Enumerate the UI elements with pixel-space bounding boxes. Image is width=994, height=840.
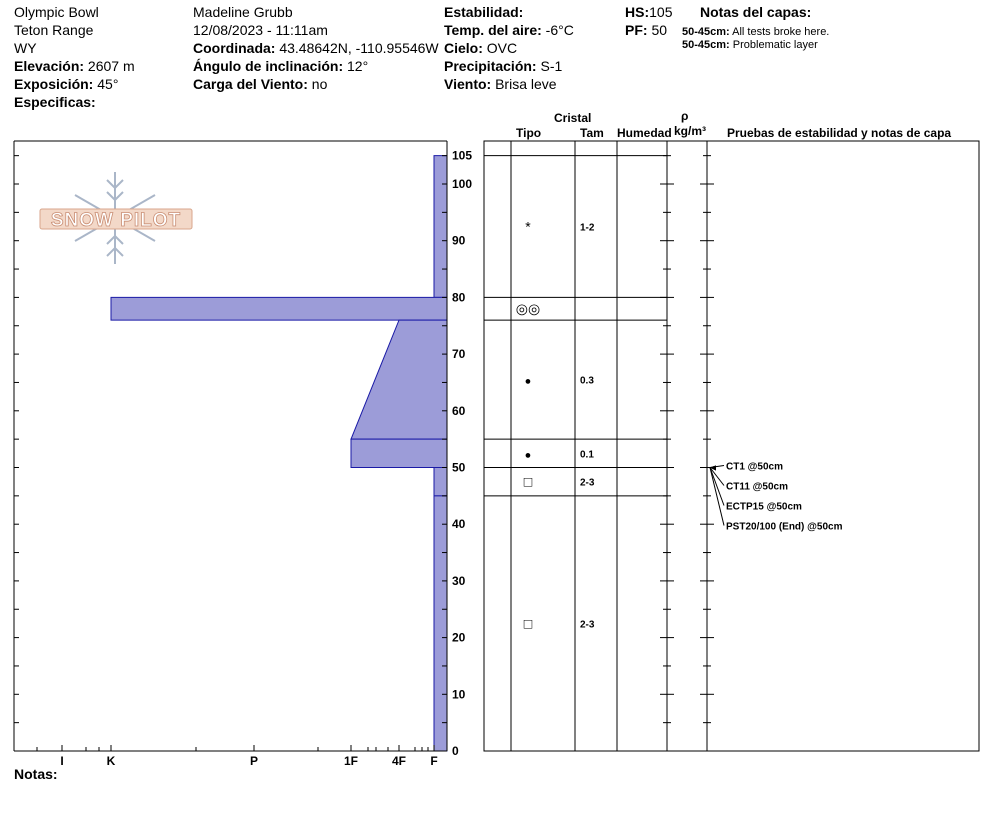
stability-test-label: ECTP15 @50cm [726,501,802,513]
layer-note-range: 50-45cm: [682,26,730,38]
wind-value: Brisa leve [495,76,557,92]
state-name: WY [14,40,37,56]
layer-note-range: 50-45cm: [682,39,730,51]
height-tick-label: 10 [452,687,466,702]
crystal-type-symbol: ● [524,375,532,388]
height-tick-label: 60 [452,403,466,418]
type-header: Tipo [516,126,542,140]
height-tick-label: 70 [452,347,466,362]
crystal-type-symbol: * [525,218,531,235]
specifics-label: Especificas: [14,94,96,110]
stability-label: Estabilidad: [444,4,524,20]
height-tick-label: 100 [452,177,473,191]
location-name: Olympic Bowl [14,4,99,20]
height-tick-label: 30 [452,573,466,588]
coordinate-value: 43.48642N, -110.95546W [279,40,439,56]
snowpilot-logo-text: SNOW PILOT [50,210,182,231]
precip-value: S-1 [540,58,563,74]
hardness-tick-label: 1F [343,754,359,768]
air-temp-value: -6°C [545,22,574,38]
notes-label: Notas: [14,766,58,782]
layer-note-text: All tests broke here. [732,26,830,38]
crystal-size-label: 0.1 [580,449,594,461]
range-name: Teton Range [14,22,94,38]
height-tick-label: 40 [452,517,466,532]
layer-table [484,141,979,751]
hs-value: 105 [649,4,673,20]
stability-test-label: PST20/100 (End) @50cm [726,521,843,533]
hardness-tick-label: F [430,754,438,768]
stability-test-label: CT11 @50cm [726,481,789,493]
layer-note-text: Problematic layer [732,39,818,51]
test-pointer-line [710,468,724,506]
snowpilot-watermark [40,172,192,264]
crystal-size-label: 0.3 [580,375,594,387]
crystal-type-symbol: □ [523,615,533,632]
observer-name: Madeline Grubb [193,4,293,20]
wind-label: Viento: [444,76,492,92]
pf-value: 50 [651,22,668,38]
layer-notes-title: Notas del capas: [700,4,812,20]
crystal-type-symbol: □ [523,473,533,490]
hardness-layer [351,439,447,467]
sky-label: Cielo: [444,40,483,56]
crystal-size-label: 2-3 [580,477,595,489]
hardness-layer [434,156,447,298]
precip-label: Precipitación: [444,58,537,74]
crystal-type-symbol: ● [524,449,532,462]
hardness-tick-label: P [249,754,259,768]
pf-label: PF: [625,22,648,38]
slope-label: Ángulo de inclinación: [193,58,344,74]
hardness-tick-label: I [60,754,64,768]
observation-datetime: 12/08/2023 - 11:11am [193,22,328,38]
crystal-header: Cristal [554,111,592,125]
wind-load-label: Carga del Viento: [193,76,308,92]
elevation-label: Elevación: [14,58,85,74]
air-temp-label: Temp. del aire: [444,22,542,38]
size-header: Tam [580,126,604,140]
hardness-layer [351,320,447,439]
height-tick-label: 105 [452,148,473,163]
density-symbol: ρ [681,109,689,123]
moisture-header: Humedad [617,126,672,140]
hardness-layer [434,496,447,751]
height-tick-label: 90 [452,233,466,248]
height-tick-label: 50 [452,460,466,475]
crystal-size-label: 1-2 [580,222,595,234]
aspect-label: Exposición: [14,76,94,92]
layer-table-frame [484,141,979,751]
hardness-tick-label: K [106,754,116,768]
hardness-layer [111,297,447,320]
slope-value: 12° [347,58,369,74]
height-tick-label: 80 [452,290,466,305]
tests-header: Pruebas de estabilidad y notas de capa [727,126,952,140]
hardness-plot [14,141,472,768]
elevation-value: 2607 m [87,58,135,74]
stability-test-label: CT1 @50cm [726,461,783,473]
height-tick-label: 0 [452,744,459,758]
aspect-value: 45° [97,76,119,92]
hs-label: HS: [625,4,650,20]
density-unit: kg/m³ [674,124,707,138]
crystal-size-label: 2-3 [580,619,595,631]
hardness-layer [434,468,447,496]
wind-load-value: no [311,76,328,92]
coordinate-label: Coordinada: [193,40,276,56]
sky-value: OVC [486,40,518,56]
crystal-type-symbol: ◎◎ [515,300,541,317]
height-tick-label: 20 [452,630,466,645]
hardness-tick-label: 4F [391,754,407,768]
